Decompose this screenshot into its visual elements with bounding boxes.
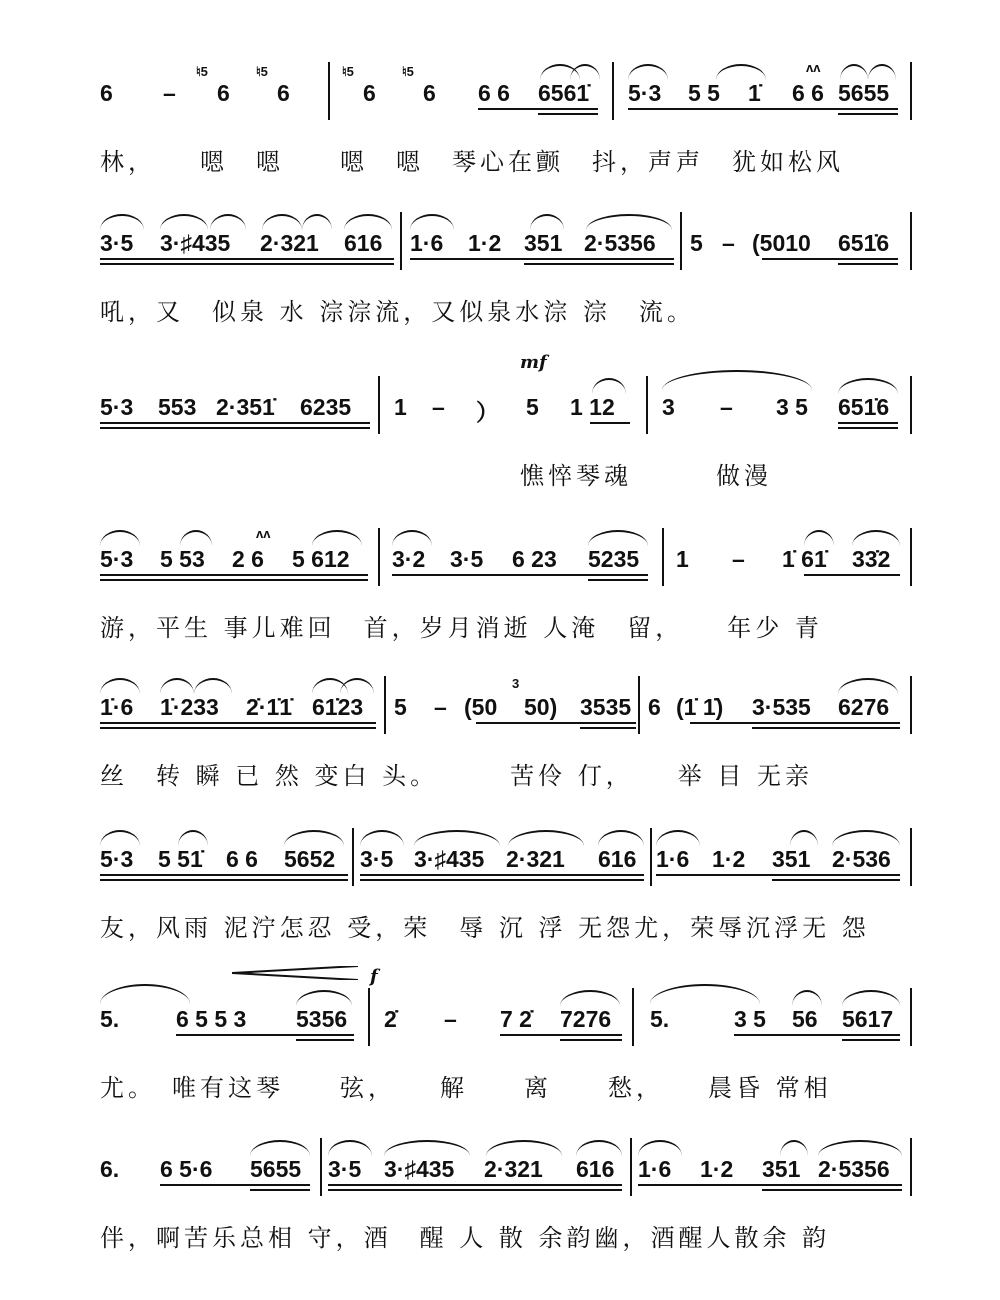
note: 5. bbox=[650, 1006, 670, 1032]
note: 1 12 bbox=[570, 394, 615, 420]
note: 2̇·1̇1̇ bbox=[246, 694, 293, 720]
note: 351 bbox=[762, 1156, 801, 1182]
grace-note: ♮5 bbox=[256, 64, 268, 79]
note: 5617 bbox=[842, 1006, 894, 1032]
note: 6 5·6 bbox=[160, 1156, 213, 1182]
note: 3 5 bbox=[734, 1006, 766, 1032]
slur bbox=[178, 830, 208, 846]
slur bbox=[160, 678, 194, 694]
barline bbox=[910, 376, 912, 434]
note: 3·♯435 bbox=[160, 230, 231, 256]
note: 6 23 bbox=[512, 546, 557, 572]
note: 5·3 bbox=[628, 80, 662, 106]
beam bbox=[588, 579, 648, 581]
note: 2·5356 bbox=[818, 1156, 890, 1182]
slur bbox=[790, 830, 818, 846]
note: 6 6 bbox=[792, 80, 824, 106]
note: 616 bbox=[576, 1156, 615, 1182]
beam bbox=[762, 258, 898, 260]
note: 56 bbox=[792, 1006, 818, 1032]
note: 1̇ bbox=[748, 80, 761, 106]
note: 1̇·233 bbox=[160, 694, 219, 720]
beam bbox=[478, 108, 598, 110]
slur bbox=[780, 1140, 808, 1156]
barline bbox=[368, 988, 370, 1046]
slur bbox=[662, 370, 812, 390]
note: 6561̇ bbox=[538, 80, 590, 106]
note: 6 bbox=[648, 694, 661, 720]
barline bbox=[910, 676, 912, 734]
beam bbox=[100, 263, 394, 265]
slur bbox=[588, 530, 648, 546]
note: 5·3 bbox=[100, 546, 134, 572]
beam bbox=[100, 879, 348, 881]
note: 6235 bbox=[300, 394, 352, 420]
slur bbox=[180, 530, 212, 546]
barline bbox=[680, 212, 682, 270]
beam bbox=[690, 722, 900, 724]
dynamic-mark: f bbox=[370, 966, 378, 987]
slur bbox=[284, 830, 344, 846]
slur bbox=[840, 64, 868, 80]
note: 6 5 5 3 bbox=[176, 1006, 247, 1032]
lyric-line: 林， 嗯 嗯 嗯 嗯 琴心在颤 抖，声声 犹如松风 bbox=[100, 148, 844, 176]
grace-note: ♮5 bbox=[342, 64, 354, 79]
note: 6 bbox=[363, 80, 376, 106]
note: 651̇6 bbox=[838, 394, 890, 420]
beam bbox=[560, 1039, 622, 1041]
barline bbox=[384, 676, 386, 734]
note: 1·6 bbox=[410, 230, 444, 256]
barline bbox=[910, 1138, 912, 1196]
note: 1̇ 61̇ bbox=[782, 546, 827, 572]
barline bbox=[352, 828, 354, 886]
slur bbox=[312, 530, 362, 546]
note: (50 bbox=[464, 694, 498, 720]
slur bbox=[340, 678, 374, 694]
slur bbox=[838, 678, 898, 694]
slur bbox=[508, 830, 584, 846]
beam bbox=[360, 874, 644, 876]
note: (1̇ 1̇) bbox=[676, 694, 724, 720]
grace-note: ♮5 bbox=[196, 64, 208, 79]
barline bbox=[378, 376, 380, 434]
note: 7276 bbox=[560, 1006, 612, 1032]
note: 3·5 bbox=[450, 546, 484, 572]
beam bbox=[804, 574, 900, 576]
slur bbox=[250, 1140, 310, 1156]
system-8 bbox=[0, 1138, 1000, 1298]
beam bbox=[638, 1184, 902, 1186]
note: 2·536 bbox=[832, 846, 891, 872]
slur bbox=[392, 530, 432, 546]
system-4 bbox=[0, 528, 1000, 688]
note: 3·5 bbox=[360, 846, 394, 872]
note: 616 bbox=[598, 846, 637, 872]
mordent-mark: ʌʌ bbox=[806, 60, 821, 75]
beam bbox=[100, 722, 376, 724]
note: – bbox=[722, 230, 735, 256]
note: 6 bbox=[423, 80, 436, 106]
note: 351 bbox=[524, 230, 563, 256]
note: 1·6 bbox=[638, 1156, 672, 1182]
note: 5 612 bbox=[292, 546, 350, 572]
slur bbox=[210, 214, 246, 230]
beam bbox=[360, 879, 644, 881]
note: 1 bbox=[676, 546, 689, 572]
beam bbox=[838, 263, 898, 265]
note: 5 5 bbox=[688, 80, 720, 106]
note: 553 bbox=[158, 394, 197, 420]
note: 351 bbox=[772, 846, 811, 872]
barline bbox=[910, 62, 912, 120]
note: 5 bbox=[690, 230, 703, 256]
lyric-line: 尤。 唯有这琴 弦， 解 离 愁， 晨昏 常相 bbox=[100, 1074, 832, 1102]
note: 2·321 bbox=[260, 230, 319, 256]
system-7 bbox=[0, 966, 1000, 1148]
slur bbox=[296, 990, 352, 1006]
note: 6. bbox=[100, 1156, 120, 1182]
note: 3·♯435 bbox=[384, 1156, 455, 1182]
note: 2̇ bbox=[384, 1006, 397, 1032]
barline bbox=[650, 828, 652, 886]
note: 61̇23 bbox=[312, 694, 364, 720]
notation-row bbox=[0, 676, 1000, 736]
note: 3·535 bbox=[752, 694, 811, 720]
note: 2·351̇ bbox=[216, 394, 275, 420]
beam bbox=[100, 874, 348, 876]
note: 651̇6 bbox=[838, 230, 890, 256]
note: 5235 bbox=[588, 546, 640, 572]
beam bbox=[838, 422, 898, 424]
note: 5356 bbox=[296, 1006, 348, 1032]
beam bbox=[100, 427, 370, 429]
barline bbox=[400, 212, 402, 270]
system-5 bbox=[0, 676, 1000, 836]
crescendo-hairpin bbox=[232, 966, 358, 980]
grace-note: ♮5 bbox=[402, 64, 414, 79]
beam bbox=[410, 258, 674, 260]
slur bbox=[262, 214, 302, 230]
slur bbox=[628, 64, 668, 80]
barline bbox=[910, 212, 912, 270]
slur bbox=[638, 1140, 682, 1156]
slur bbox=[384, 1140, 470, 1156]
note: ） bbox=[476, 399, 499, 425]
note: – bbox=[732, 546, 745, 572]
barline bbox=[910, 828, 912, 886]
beam bbox=[734, 1034, 900, 1036]
notation-row bbox=[0, 352, 1000, 436]
note: 3·5 bbox=[100, 230, 134, 256]
lyric-line: 伴，啊苦乐总相 守，酒 醒 人 散 余韵幽，酒醒人散余 韵 bbox=[100, 1224, 831, 1252]
notation-row bbox=[0, 1138, 1000, 1198]
slur bbox=[598, 830, 644, 846]
slur bbox=[842, 990, 900, 1006]
beam bbox=[752, 727, 900, 729]
slur bbox=[852, 530, 900, 546]
beam bbox=[100, 422, 370, 424]
beam bbox=[100, 574, 368, 576]
beam bbox=[160, 1184, 310, 1186]
barline bbox=[638, 676, 640, 734]
note: 2·321 bbox=[506, 846, 565, 872]
note: – bbox=[163, 80, 176, 106]
lyric-line: 游，平生 事儿难回 首，岁月消逝 人淹 留， 年少 青 bbox=[100, 614, 823, 642]
barline bbox=[646, 376, 648, 434]
beam bbox=[762, 1189, 902, 1191]
note: 5 bbox=[526, 394, 539, 420]
barline bbox=[662, 528, 664, 586]
beam bbox=[842, 1039, 900, 1041]
slur bbox=[818, 1140, 902, 1156]
note: 33̇2 bbox=[852, 546, 891, 572]
system-3 bbox=[0, 352, 1000, 536]
notation-row bbox=[0, 528, 1000, 588]
note: 5 51̇ bbox=[158, 846, 203, 872]
lyric-line: 吼，又 似泉 水 淙淙流，又似泉水淙 淙 流。 bbox=[100, 298, 695, 326]
slur bbox=[328, 1140, 372, 1156]
barline bbox=[378, 528, 380, 586]
slur bbox=[576, 1140, 622, 1156]
slur bbox=[656, 830, 700, 846]
slur bbox=[100, 678, 140, 694]
note: 5655 bbox=[838, 80, 890, 106]
note: 2·321 bbox=[484, 1156, 543, 1182]
system-2 bbox=[0, 212, 1000, 372]
beam bbox=[580, 727, 636, 729]
note: 5652 bbox=[284, 846, 336, 872]
note: 3·♯435 bbox=[414, 846, 485, 872]
note: 5 bbox=[394, 694, 407, 720]
beam bbox=[100, 258, 394, 260]
beam bbox=[524, 263, 674, 265]
slur bbox=[586, 214, 672, 230]
slur bbox=[792, 990, 822, 1006]
slur bbox=[868, 64, 896, 80]
slur bbox=[100, 214, 144, 230]
notation-row bbox=[0, 62, 1000, 122]
slur bbox=[838, 378, 898, 394]
barline bbox=[632, 988, 634, 1046]
barline bbox=[320, 1138, 322, 1196]
beam bbox=[500, 1034, 622, 1036]
note: 5·3 bbox=[100, 394, 134, 420]
beam bbox=[590, 422, 630, 424]
beam bbox=[100, 727, 376, 729]
note: 6 bbox=[100, 80, 113, 106]
note: 5·3 bbox=[100, 846, 134, 872]
barline bbox=[328, 62, 330, 120]
note: – bbox=[444, 1006, 457, 1032]
note: 3 5 bbox=[776, 394, 808, 420]
slur bbox=[486, 1140, 562, 1156]
beam bbox=[656, 874, 900, 876]
note: 5 53 bbox=[160, 546, 205, 572]
note: – bbox=[434, 694, 447, 720]
note: 5655 bbox=[250, 1156, 302, 1182]
beam bbox=[100, 579, 368, 581]
barline bbox=[612, 62, 614, 120]
note: 6 bbox=[217, 80, 230, 106]
beam bbox=[772, 879, 900, 881]
note: 1·6 bbox=[656, 846, 690, 872]
note: 1·2 bbox=[700, 1156, 734, 1182]
note: 3·5 bbox=[328, 1156, 362, 1182]
barline bbox=[910, 528, 912, 586]
slur bbox=[360, 830, 404, 846]
lyric-line: 丝 转 瞬 已 然 变白 头。 苦伶 仃， 举 目 无亲 bbox=[100, 762, 814, 790]
note: – bbox=[720, 394, 733, 420]
slur bbox=[414, 830, 500, 846]
beam bbox=[838, 427, 898, 429]
system-6 bbox=[0, 828, 1000, 988]
beam bbox=[296, 1039, 354, 1041]
system-1 bbox=[0, 62, 1000, 222]
barline bbox=[630, 1138, 632, 1196]
note: 6 6 bbox=[226, 846, 258, 872]
slur bbox=[302, 214, 332, 230]
beam bbox=[392, 574, 648, 576]
beam bbox=[328, 1189, 622, 1191]
slur bbox=[194, 678, 232, 694]
notation-row bbox=[0, 212, 1000, 272]
notation-row bbox=[0, 828, 1000, 888]
slur bbox=[832, 830, 900, 846]
lyric-line: 憔悴琴魂 做漫 bbox=[100, 462, 772, 490]
note: 2·5356 bbox=[584, 230, 656, 256]
beam bbox=[538, 113, 598, 115]
grace-note: 3 bbox=[512, 676, 520, 691]
slur bbox=[560, 990, 620, 1006]
note: 6276 bbox=[838, 694, 890, 720]
barline bbox=[910, 988, 912, 1046]
note: 1̇·6 bbox=[100, 694, 134, 720]
beam bbox=[250, 1189, 310, 1191]
slur bbox=[716, 64, 766, 80]
note: 6 bbox=[277, 80, 290, 106]
note: 616 bbox=[344, 230, 383, 256]
beam bbox=[328, 1184, 622, 1186]
beam bbox=[628, 108, 898, 110]
note: 50) bbox=[524, 694, 558, 720]
slur bbox=[570, 64, 600, 80]
note: 1·2 bbox=[468, 230, 502, 256]
slur bbox=[804, 530, 834, 546]
note: 3·2 bbox=[392, 546, 426, 572]
note: 5. bbox=[100, 1006, 120, 1032]
slur bbox=[100, 830, 140, 846]
note: 3535 bbox=[580, 694, 632, 720]
note: 6 6 bbox=[478, 80, 510, 106]
note: – bbox=[432, 394, 445, 420]
slur bbox=[410, 214, 454, 230]
slur bbox=[344, 214, 392, 230]
notation-row bbox=[0, 966, 1000, 1048]
note: (5010 bbox=[752, 230, 811, 256]
beam bbox=[838, 113, 898, 115]
slur bbox=[100, 530, 140, 546]
note: 7 2̇ bbox=[500, 1006, 532, 1032]
mordent-mark: ʌʌ bbox=[256, 526, 271, 541]
lyric-line: 友，风雨 泥泞怎忍 受，荣 辱 沉 浮 无怨尤，荣辱沉浮无 怨 bbox=[100, 914, 870, 942]
dynamic-mark: mf bbox=[520, 352, 547, 373]
slur bbox=[530, 214, 564, 230]
slur bbox=[592, 378, 626, 394]
slur bbox=[160, 214, 208, 230]
beam bbox=[176, 1034, 354, 1036]
note: 3 bbox=[662, 394, 675, 420]
note: 2 6 bbox=[232, 546, 264, 572]
note: 1·2 bbox=[712, 846, 746, 872]
note: 1 bbox=[394, 394, 407, 420]
beam bbox=[476, 722, 636, 724]
